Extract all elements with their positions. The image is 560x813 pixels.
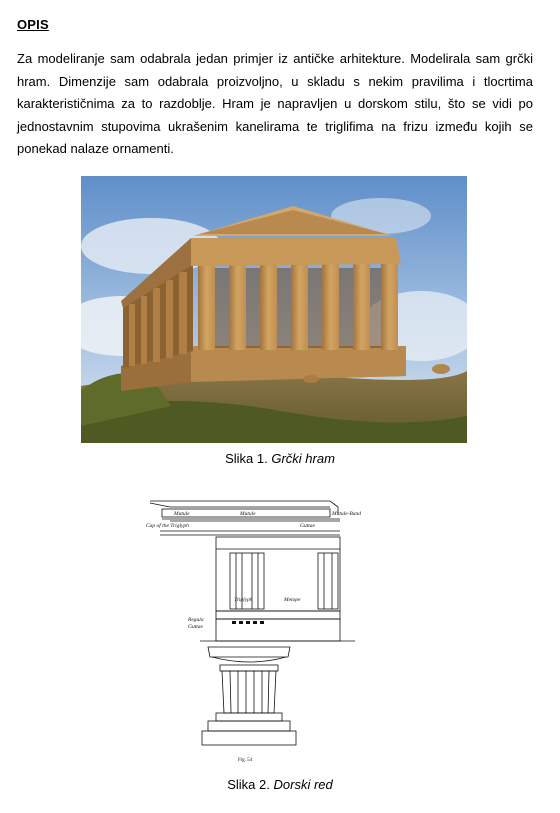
label-mutule-2: Mutule bbox=[240, 511, 256, 517]
figure2-caption-title: Dorski red bbox=[273, 777, 333, 792]
label-mutule-band: Mutule-Band bbox=[332, 511, 362, 517]
figure2-caption-prefix: Slika 2. bbox=[227, 777, 270, 792]
label-guttae-top: Guttae bbox=[300, 523, 315, 529]
section-heading: OPIS bbox=[17, 17, 49, 32]
label-fig-number: Fig. 54 bbox=[238, 758, 253, 763]
figure1-caption-title: Grčki hram bbox=[271, 451, 335, 466]
description-paragraph: Za modeliranje sam odabrala jedan primjer iz antičke arhitekture. Modelirala sam grčki hram. Dimenzije sam odabrala proizvoljno, u skladu s nekim pravilima i tlocrtima karakterističnima za to razdoblje. Hram je napravljen u dorskom stilu, što se vidi po jednostavnim stupovima ukrašenim kanelirama te triglifima na frizu između kojih se ponekad nalaze ornamenti. bbox=[17, 51, 533, 156]
figure2-caption bbox=[0, 777, 560, 792]
doric-order-diagram bbox=[140, 497, 380, 767]
label-mutule-1: Mutule bbox=[174, 511, 190, 517]
label-cap-triglyph: Cap of the Triglyph bbox=[146, 523, 189, 529]
label-regula: Regula bbox=[188, 617, 204, 623]
figure1-caption bbox=[0, 451, 560, 466]
label-guttae-bottom: Guttae bbox=[188, 624, 203, 630]
figure1-caption-prefix: Slika 1. bbox=[225, 451, 268, 466]
label-metope: Metope bbox=[284, 597, 301, 603]
label-triglyph: Triglyph bbox=[234, 597, 253, 603]
temple-photo bbox=[81, 176, 467, 443]
